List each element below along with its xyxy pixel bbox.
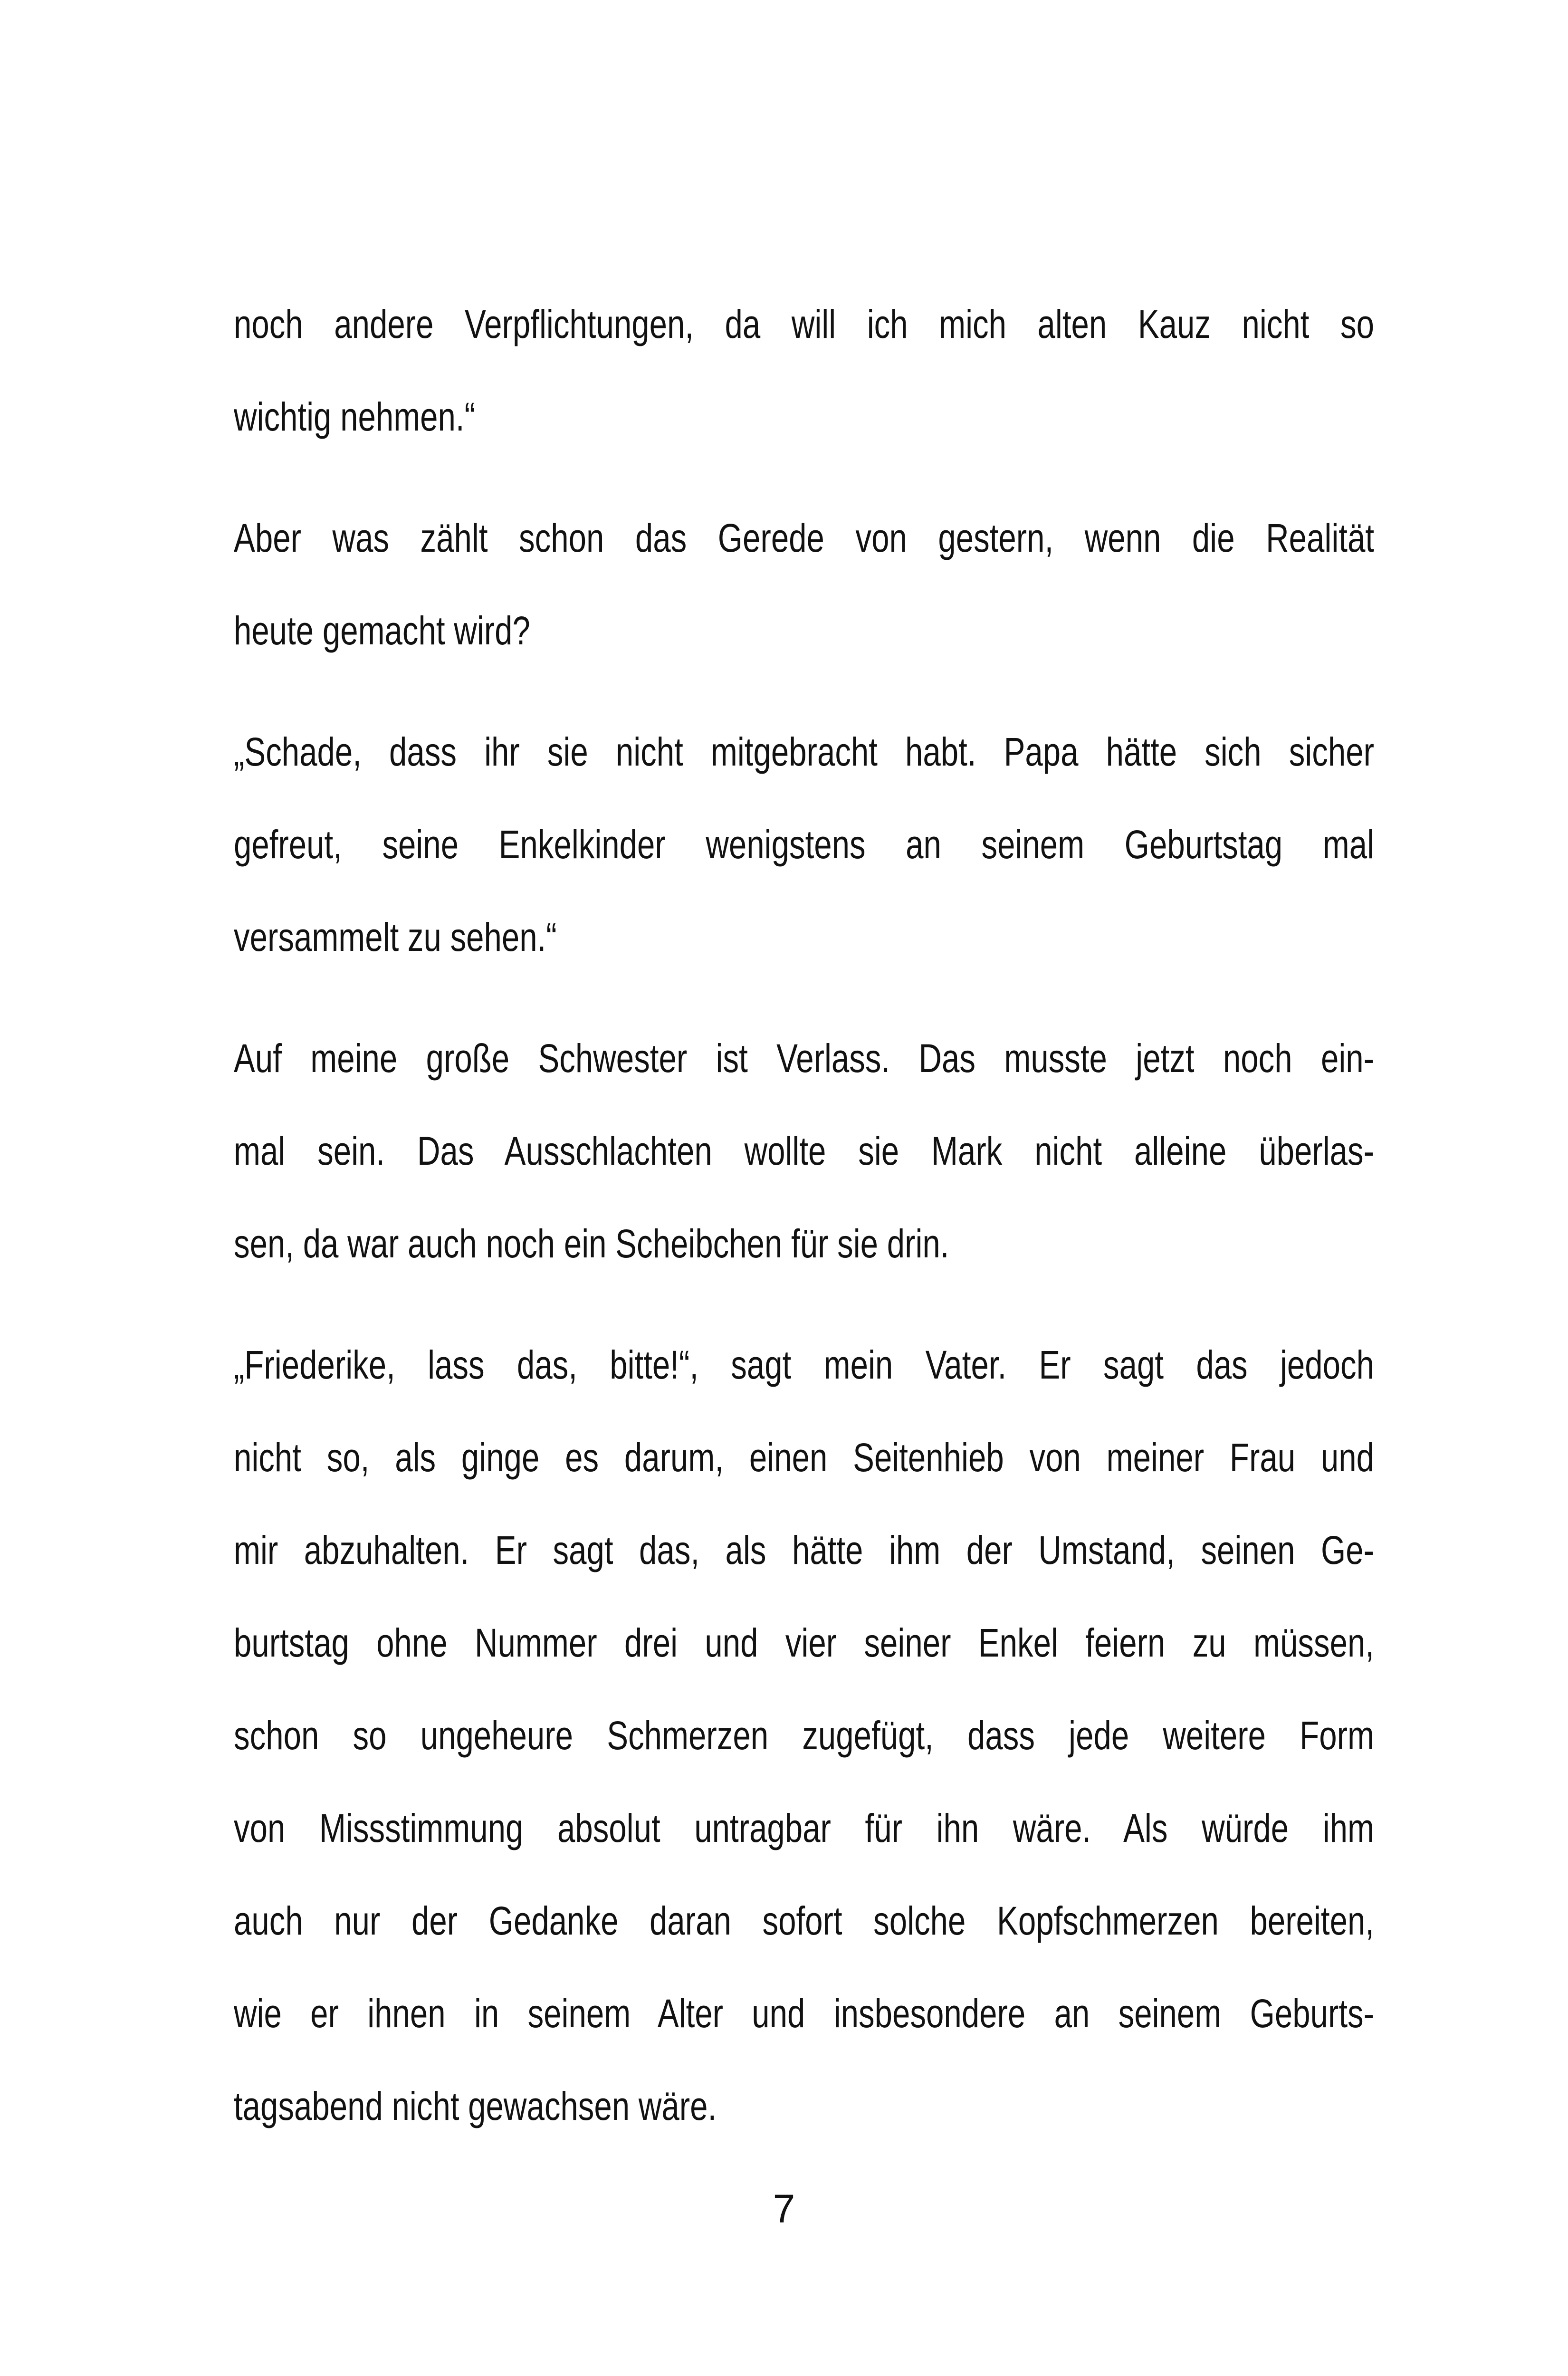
paragraph	[234, 1319, 1374, 2153]
text-line: nicht so, als ginge es darum, einen Seitenhieb von meiner Frau und	[234, 1435, 1374, 1480]
text-line: mal sein. Das Ausschlachten wollte sie Mark nicht alleine überlas-	[234, 1129, 1374, 1173]
text-line: mir abzuhalten. Er sagt das, als hätte ihm der Umstand, seinen Ge-	[234, 1528, 1374, 1572]
body-text	[234, 278, 1374, 2181]
page-number: 7	[773, 2186, 795, 2231]
text-line: gefreut, seine Enkelkinder wenigstens an seinem Geburtstag mal	[234, 822, 1374, 867]
text-line: auch nur der Gedanke daran sofort solche Kopfschmerzen bereiten,	[234, 1898, 1374, 1943]
text-line: noch andere Verpflichtungen, da will ich mich alten Kauz nicht so	[234, 302, 1374, 346]
paragraph	[234, 706, 1374, 984]
paragraph	[234, 492, 1374, 677]
paragraph	[234, 1012, 1374, 1290]
text-line: sen, da war auch noch ein Scheibchen für sie drin.	[234, 1221, 949, 1266]
text-line: versammelt zu sehen.“	[234, 915, 557, 959]
text-line: „Schade, dass ihr sie nicht mitgebracht habt. Papa hätte sich sicher	[234, 729, 1374, 774]
text-line: tagsabend nicht gewachsen wäre.	[234, 2084, 717, 2128]
paragraph	[234, 278, 1374, 463]
text-line: Auf meine große Schwester ist Verlass. Das musste jetzt noch ein-	[234, 1036, 1374, 1081]
text-line: heute gemacht wird?	[234, 608, 530, 653]
text-line: wichtig nehmen.“	[234, 394, 475, 439]
text-line: schon so ungeheure Schmerzen zugefügt, dass jede weitere Form	[234, 1713, 1374, 1758]
text-line: „Friederike, lass das, bitte!“, sagt mein Vater. Er sagt das jedoch	[234, 1342, 1374, 1387]
text-line: burtstag ohne Nummer drei und vier seiner Enkel feiern zu müssen,	[234, 1620, 1374, 1665]
text-line: von Missstimmung absolut untragbar für ihn wäre. Als würde ihm	[234, 1806, 1374, 1850]
text-line: wie er ihnen in seinem Alter und insbesondere an seinem Geburts-	[234, 1991, 1374, 2036]
text-line: Aber was zählt schon das Gerede von gestern, wenn die Realität	[234, 516, 1374, 560]
